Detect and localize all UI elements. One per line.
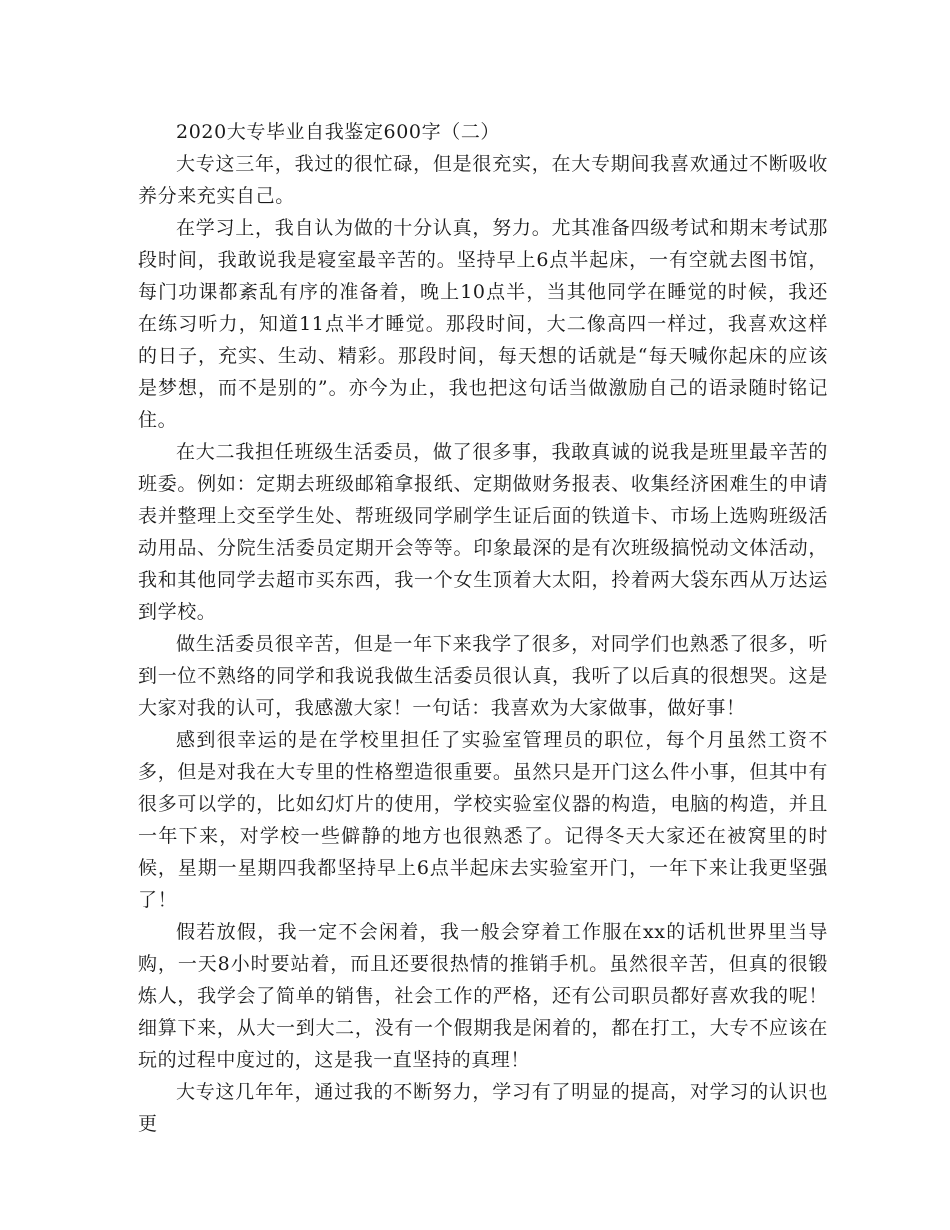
paragraph-3: 在大二我担任班级生活委员，做了很多事，我敢真诚的说我是班里最辛苦的班委。例如：定期去班级邮箱拿报纸、定期做财务报表、收集经济困难生的申请表并整理上交至学生处、帮班级同学刷学生证后面的铁道卡、市场上选购班级活动用品、分院生活委员定期开会等等。印象最深的是有次班级搞悦动文体活动，我和其他同学去超市买东西，我一个女生顶着大太阳，拎着两大袋东西从万达运到学校。 [138, 441, 828, 623]
document-body [138, 116, 828, 1140]
paragraph-5: 感到很幸运的是在学校里担任了实验室管理员的职位，每个月虽然工资不多，但是对我在大专里的性格塑造很重要。虽然只是开门这么件小事，但其中有很多可以学的，比如幻灯片的使用，学校实验室仪器的构造，电脑的构造，并且一年下来，对学校一些僻静的地方也很熟悉了。记得冬天大家还在被窝里的时候，星期一星期四我都坚持早上6点半起床去实验室开门，一年下来让我更坚强了！ [138, 729, 828, 911]
paragraph-7: 大专这几年年，通过我的不断努力，学习有了明显的提高，对学习的认识也更 [138, 1081, 828, 1135]
document-title: 2020大专毕业自我鉴定600字（二） [176, 121, 501, 143]
paragraph-2: 在学习上，我自认为做的十分认真，努力。尤其准备四级考试和期末考试那段时间，我敢说我是寝室最辛苦的。坚持早上6点半起床，一有空就去图书馆，每门功课都紊乱有序的准备着，晚上10点半，当其他同学在睡觉的时候，我还在练习听力，知道11点半才睡觉。那段时间，大二像高四一样过，我喜欢这样的日子，充实、生动、精彩。那段时间，每天想的话就是“每天喊你起床的应该是梦想，而不是别的”。亦今为止，我也把这句话当做激励自己的语录随时铭记住。 [138, 217, 828, 431]
paragraph-6: 假若放假，我一定不会闲着，我一般会穿着工作服在xx的话机世界里当导购，一天8小时要站着，而且还要很热情的推销手机。虽然很辛苦，但真的很锻炼人，我学会了简单的销售，社会工作的严格，还有公司职员都好喜欢我的呢！细算下来，从大一到大二，没有一个假期我是闲着的，都在打工，大专不应该在玩的过程中度过的，这是我一直坚持的真理！ [138, 921, 828, 1071]
paragraph-1: 大专这三年，我过的很忙碌，但是很充实，在大专期间我喜欢通过不断吸收养分来充实自己。 [138, 153, 828, 207]
paragraph-4: 做生活委员很辛苦，但是一年下来我学了很多，对同学们也熟悉了很多，听到一位不熟络的同学和我说我做生活委员很认真，我听了以后真的很想哭。这是大家对我的认可，我感激大家！一句话：我喜欢为大家做事，做好事！ [138, 633, 828, 719]
